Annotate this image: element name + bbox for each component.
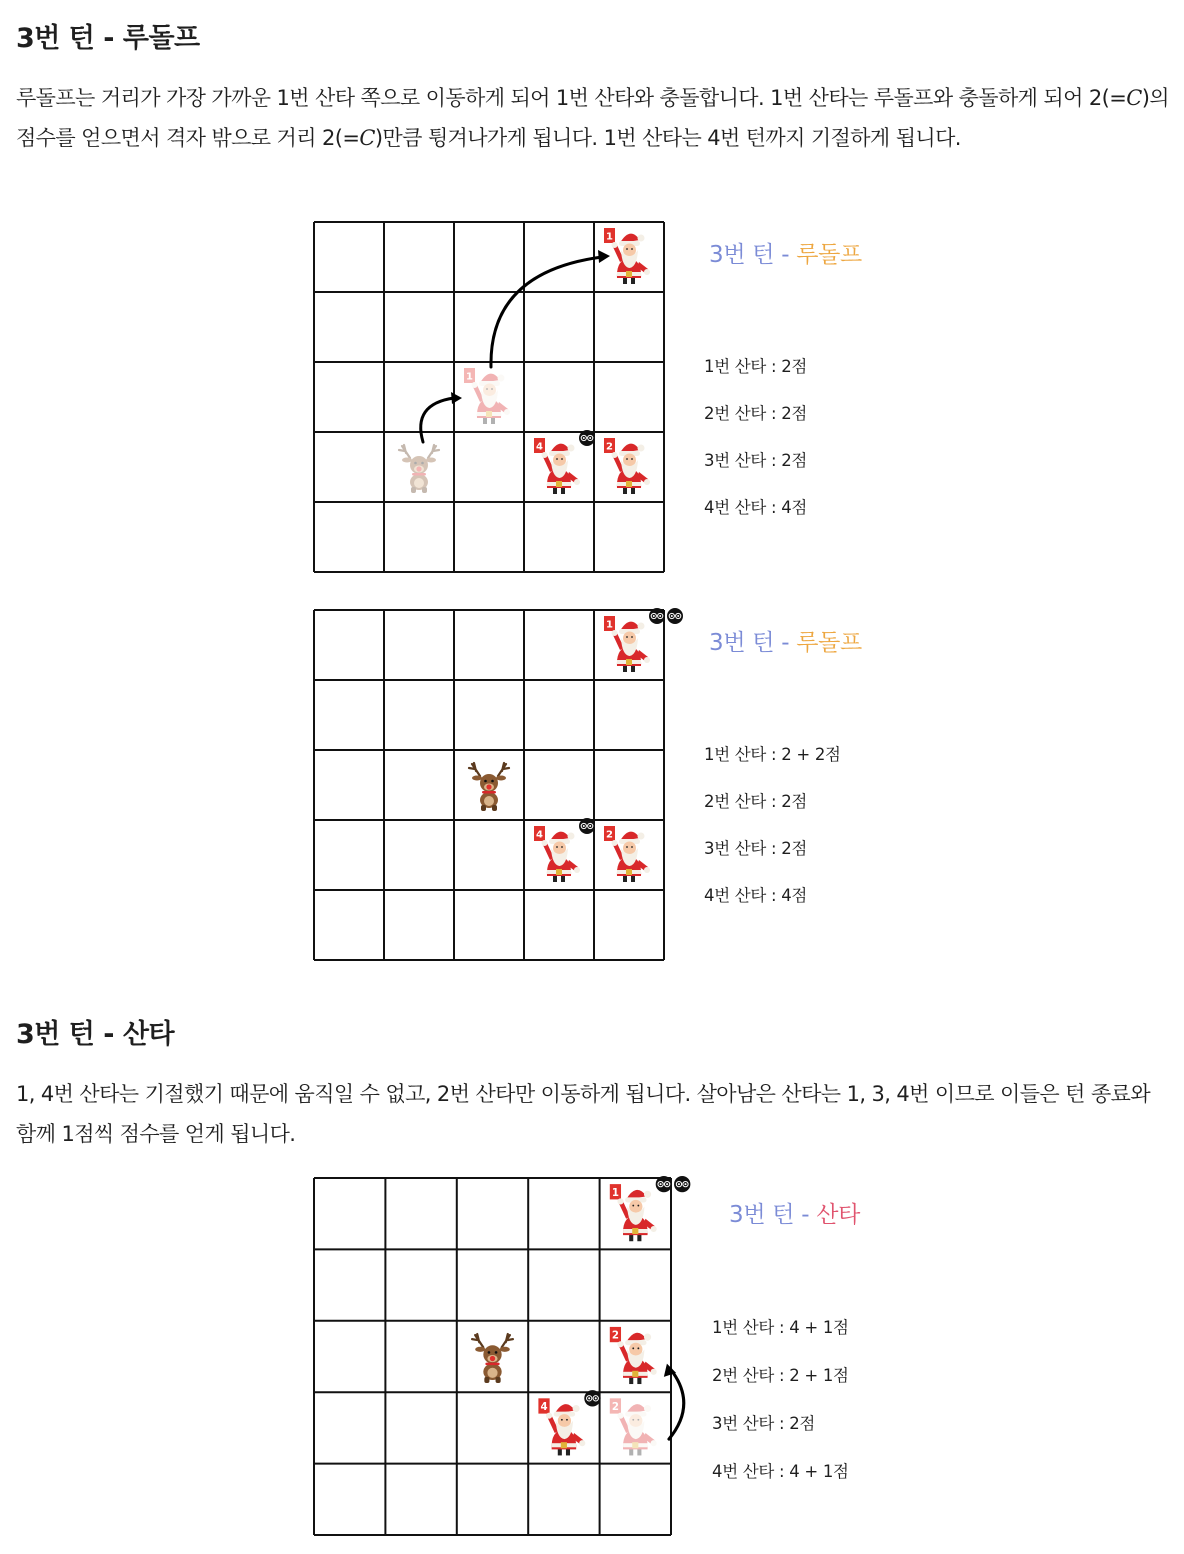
- section-heading-santa: 3번 턴 - 산타: [16, 1019, 175, 1050]
- score-santa-1: 1번 산타 : 2 + 2점: [704, 745, 841, 764]
- score-santa-2: 2번 산타 : 2 + 1점: [712, 1366, 849, 1385]
- santa-number: 2: [611, 1330, 619, 1342]
- figure-rudolph-result: [314, 610, 874, 960]
- santa-number: 1: [606, 231, 613, 243]
- caption-dash: -: [774, 630, 797, 656]
- rudolph: [469, 763, 509, 811]
- santa-number: 4: [536, 441, 543, 453]
- caption-actor: 루돌프: [796, 242, 862, 268]
- stun-icon: [656, 1176, 672, 1192]
- score-santa-3: 3번 산타 : 2점: [704, 839, 808, 858]
- arrow-santa-move: [664, 1364, 684, 1439]
- score-santa-3: 3번 산타 : 2점: [712, 1414, 816, 1433]
- arrow-rudolph-move: [421, 392, 462, 442]
- figure-caption: [729, 1196, 860, 1229]
- stun-icon: [667, 608, 683, 624]
- paragraph-text: )의 점수를 얻으면서 격자 밖으로 거리 2(=: [16, 86, 1169, 150]
- santa-2: [610, 1398, 657, 1455]
- santa-1: [604, 228, 650, 284]
- santa-4: [538, 1390, 600, 1455]
- santa-1: [610, 1176, 691, 1241]
- score-santa-2: 2번 산타 : 2점: [704, 792, 808, 811]
- santa-number: 4: [536, 829, 543, 841]
- caption-actor: 루돌프: [796, 630, 862, 656]
- santa-4: [534, 430, 595, 494]
- santa-1: [464, 368, 510, 424]
- stun-icon: [674, 1176, 690, 1192]
- paragraph-text: 루돌프는 거리가 가장 가까운 1번 산타 쪽으로 이동하게 되어 1번 산타와 충돌합니다. 1번 산타는 루돌프와 충돌하게 되어 2(=: [16, 86, 1127, 110]
- santa-number: 1: [466, 371, 473, 383]
- caption-dash: -: [794, 1202, 817, 1228]
- santa-4: [534, 818, 595, 882]
- grid-board: [314, 222, 664, 572]
- section-paragraph-rudolph: [16, 78, 1171, 158]
- red-nose: [416, 466, 421, 471]
- score-santa-2: 2번 산타 : 2점: [704, 404, 808, 423]
- santa-number: 1: [606, 619, 613, 631]
- stun-icon: [649, 608, 665, 624]
- stun-icon: [584, 1390, 600, 1406]
- santa-2: [604, 438, 650, 494]
- caption-turn: 3번 턴: [709, 630, 775, 656]
- grid-board: [314, 1178, 671, 1535]
- red-nose: [490, 1356, 495, 1361]
- stun-icon: [579, 430, 595, 446]
- score-santa-1: 1번 산타 : 4 + 1점: [712, 1318, 849, 1337]
- score-santa-1: 1번 산타 : 2점: [704, 357, 808, 376]
- figure-rudolph-move: [314, 222, 874, 572]
- santa-2: [604, 826, 650, 882]
- score-santa-4: 4번 산타 : 4점: [704, 498, 808, 517]
- figure-caption: [709, 236, 862, 269]
- paragraph-text: )만큼 튕겨나가게 됩니다. 1번 산타는 4번 턴까지 기절하게 됩니다.: [374, 126, 961, 150]
- santa-2: [610, 1327, 657, 1384]
- score-santa-4: 4번 산타 : 4 + 1점: [712, 1462, 849, 1481]
- section-paragraph-santa: 1, 4번 산타는 기절했기 때문에 움직일 수 없고, 2번 산타만 이동하게 됩니다. 살아남은 산타는 1, 3, 4번 이므로 이들은 턴 종료와 함께 1점씩 점수를 얻게 됩니다.: [16, 1082, 1151, 1146]
- score-santa-4: 4번 산타 : 4점: [704, 886, 808, 905]
- score-santa-3: 3번 산타 : 2점: [704, 451, 808, 470]
- math-c: C: [1126, 86, 1142, 110]
- caption-dash: -: [774, 242, 797, 268]
- santa-number: 2: [606, 441, 613, 453]
- math-c: C: [359, 126, 375, 150]
- figure-caption: [709, 624, 862, 657]
- grid-board: [314, 610, 664, 960]
- stun-icon: [579, 818, 595, 834]
- section-heading-rudolph: 3번 턴 - 루돌프: [16, 23, 200, 54]
- rudolph: [399, 445, 439, 493]
- santa-number: 2: [606, 829, 613, 841]
- caption-actor: 산타: [816, 1202, 861, 1228]
- santa-number: 1: [611, 1187, 619, 1199]
- santa-1: [604, 608, 683, 672]
- santa-number: 2: [611, 1402, 619, 1414]
- rudolph: [472, 1334, 513, 1383]
- caption-turn: 3번 턴: [709, 242, 775, 268]
- santa-number: 4: [540, 1402, 548, 1414]
- red-nose: [486, 784, 491, 789]
- arrow-santa-knockback: [491, 250, 610, 367]
- figure-santa-move: [314, 1178, 884, 1535]
- caption-turn: 3번 턴: [729, 1202, 795, 1228]
